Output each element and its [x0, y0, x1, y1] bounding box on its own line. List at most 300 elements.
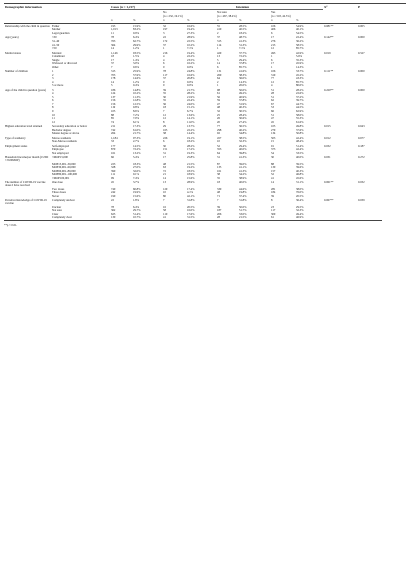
table-cell: 6	[163, 140, 165, 144]
table-cell: 12	[163, 113, 166, 117]
table-cell: 3	[163, 31, 165, 35]
table-cell: 12	[271, 80, 274, 84]
chi2-value: 0.081**	[324, 23, 334, 28]
table-cell: 184	[271, 191, 276, 195]
table-cell: 161	[111, 151, 116, 155]
table-cell: 31	[163, 151, 166, 155]
table-cell: 80	[163, 194, 166, 198]
table-cell: 47	[271, 117, 274, 121]
table-cell: 14.3%	[296, 65, 304, 69]
table-cell: 32.0%	[133, 169, 141, 173]
table-cell: 37	[217, 35, 220, 40]
table-cell: 3.7%	[133, 180, 140, 185]
table-cell: 390	[111, 169, 116, 173]
category-blank	[4, 216, 51, 220]
table-cell: 197	[163, 28, 168, 32]
category-label: Age of the child in question (years)	[5, 87, 46, 92]
table-cell: 2	[217, 80, 219, 84]
table-cell: 31.8%	[187, 198, 195, 203]
table-cell: 7	[217, 198, 219, 203]
table-cell: 131	[217, 69, 222, 74]
table-cell: 27.3%	[187, 31, 195, 35]
table-cell: 77	[217, 124, 220, 129]
table-cell: 37	[163, 77, 166, 81]
chi2-value: 0.220**	[324, 87, 334, 92]
subcategory-label: 3	[52, 87, 54, 92]
table-cell: 40.9%	[239, 95, 247, 99]
table-cell: 63	[163, 166, 166, 170]
table-cell: 31	[217, 155, 220, 160]
table-cell: 17	[111, 58, 114, 62]
table-cell: 410	[217, 28, 222, 32]
table-cell: 22	[111, 198, 114, 203]
no-label: No	[163, 10, 167, 14]
table-cell: 29	[163, 124, 166, 129]
table-cell: 105	[271, 124, 276, 129]
table-cell: 110	[163, 212, 168, 216]
table-cell: 1,146	[111, 50, 118, 55]
subcategory-label: Bachelor degree	[52, 128, 71, 132]
subcategory-label: 7	[52, 102, 54, 106]
table-cell: 21.5%	[238, 216, 270, 220]
table-cell: 57.9%	[133, 73, 141, 77]
cases-header: Cases (n = 1,217)	[110, 4, 162, 10]
table-cell: 29.7%	[133, 209, 141, 213]
chi2-value: 0.111**	[324, 69, 334, 74]
table-cell: 10	[217, 140, 220, 144]
table-cell: 54.9%	[296, 23, 304, 28]
table-cell: 156	[111, 102, 116, 106]
table-cell: 6	[217, 65, 219, 69]
table-cell: 40.3%	[239, 106, 247, 110]
table-cell: 178	[111, 77, 116, 81]
table-cell: 1,013	[111, 28, 118, 32]
table-cell: 88	[271, 162, 274, 166]
demographics-table	[4, 3, 406, 221]
table-cell: 6.4%	[133, 35, 140, 40]
table-cell: 78	[111, 205, 114, 209]
table-cell: 19.4%	[187, 28, 195, 32]
table-cell: 14.6%	[133, 77, 141, 81]
table-cell: 14.5%	[133, 143, 141, 148]
not-sure-label: Not sure	[217, 10, 227, 14]
table-cell: 353	[217, 148, 222, 152]
table-cell: 91	[271, 143, 274, 148]
table-cell: 50.0%	[239, 87, 247, 92]
category-label: Type of residency	[5, 135, 26, 140]
table-cell: 93.5%	[133, 50, 141, 55]
no-n-header: n	[162, 18, 186, 24]
subcategory-label: Master degree or above	[52, 132, 80, 136]
table-cell: 33.7%	[296, 69, 304, 74]
chi2-value: 0.031	[324, 155, 331, 160]
footnote: **p < 0.01.	[4, 222, 18, 227]
p-value: 0.272	[358, 155, 365, 160]
table-cell: 18.5%	[187, 169, 195, 173]
table-cell: 39	[271, 194, 274, 198]
table-row	[4, 180, 406, 187]
table-cell: 19.1%	[187, 135, 195, 140]
table-cell: 61.6%	[296, 120, 304, 124]
table-cell: 78	[163, 69, 166, 74]
table-cell: 40.5%	[239, 28, 247, 32]
table-cell: 36.0%	[239, 77, 247, 81]
table-cell: 42.4%	[296, 148, 304, 152]
table-cell: 33.5%	[296, 151, 304, 155]
table-cell: 172	[163, 39, 168, 43]
table-cell: 30.6%	[239, 117, 247, 121]
table-cell: 315	[217, 39, 222, 43]
no-header	[162, 10, 216, 19]
table-cell: 17.3%	[133, 124, 141, 129]
table-cell: 37.8%	[239, 99, 247, 103]
chi2-value: 0.032	[324, 143, 331, 148]
table-cell: 56	[217, 95, 220, 99]
p-value: 0.000	[358, 69, 365, 74]
table-cell: 5.4%	[133, 155, 140, 160]
table-cell: 55.3%	[296, 117, 304, 121]
table-cell: 0	[163, 80, 165, 84]
table-cell: 25.8%	[187, 155, 195, 160]
table-cell: 39	[217, 205, 220, 209]
table-cell: 37	[111, 62, 114, 66]
table-cell: 48	[217, 191, 220, 195]
table-cell: 742	[111, 128, 116, 132]
table-cell: 14.8%	[133, 87, 141, 92]
table-cell: 30	[271, 155, 274, 160]
table-cell: 61.0%	[133, 128, 141, 132]
table-cell: 19.3%	[187, 151, 195, 155]
table-cell: 39.0%	[239, 162, 247, 166]
category-label: Highest education level attained	[5, 124, 43, 129]
table-cell: 61	[270, 216, 295, 220]
demographic-header: Demographic information	[4, 4, 110, 10]
table-cell: 703	[111, 73, 116, 77]
category-label: The number of COVID-19 vaccine doses I have received	[5, 180, 46, 188]
table-cell: 59	[217, 99, 220, 103]
table-cell: 17	[271, 62, 274, 66]
table-cell: 28.9%	[187, 180, 195, 185]
subcategory-label: 5	[52, 95, 54, 99]
table-cell: 29.5%	[296, 205, 304, 209]
table-cell: 9.1%	[133, 173, 140, 177]
table-cell: 45.6%	[296, 176, 304, 180]
subcategory-label: Legal guardian	[52, 31, 70, 35]
table-cell: 45	[271, 120, 274, 124]
table-cell: 41	[271, 176, 274, 180]
subcategory-label: Completely clear	[51, 216, 110, 220]
subcategory-label: Unclear	[52, 205, 62, 209]
table-cell: 213	[271, 43, 276, 47]
table-cell: 328	[111, 166, 116, 170]
table-cell: 44.6%	[239, 187, 247, 191]
table-cell: 315	[111, 69, 116, 74]
table-header	[4, 4, 406, 24]
table-cell: 186	[111, 87, 116, 92]
table-cell: 7.1%	[239, 47, 246, 51]
table-cell: 78	[111, 35, 114, 40]
table-cell: 7	[163, 198, 165, 203]
table-cell: 11.0%	[187, 120, 195, 124]
table-cell: 5.6%	[296, 55, 303, 59]
table-cell: 58.0%	[296, 113, 304, 117]
table-cell: 41.6%	[239, 69, 247, 74]
table-cell: 18.9%	[187, 173, 195, 177]
table-cell: 19.9%	[133, 191, 141, 195]
table-cell: 15	[271, 140, 274, 144]
chi2-value: 0.015	[324, 124, 331, 129]
table-cell: 226	[163, 135, 168, 140]
table-cell: 40.0%	[296, 155, 304, 160]
table-cell: 13.2%	[133, 151, 141, 155]
table-cell: 211	[111, 124, 116, 129]
intention-header: Intention	[162, 4, 323, 10]
chi2-value: 0.067**	[324, 198, 334, 203]
table-row	[4, 155, 406, 162]
table-cell: 28.2%	[187, 143, 195, 148]
subcategory-label: Father	[52, 23, 60, 28]
p-value: 0.000	[358, 87, 365, 92]
subcategory-label: 31–40	[52, 39, 60, 43]
table-cell: 8	[163, 120, 165, 124]
table-cell: 36.4%	[296, 198, 304, 203]
subcategory-label: Secondary education or below	[52, 124, 88, 129]
table-cell: 18.2%	[239, 31, 247, 35]
p-value: 0.527	[358, 50, 365, 55]
table-cell: 15.9%	[133, 23, 141, 28]
table-cell: 5	[217, 58, 219, 62]
table-cell: 6	[271, 31, 273, 35]
table-cell: 156	[111, 99, 116, 103]
table-cell: 74	[111, 120, 114, 124]
subcategory-label: 9	[52, 110, 54, 114]
table-cell: 165	[163, 128, 168, 132]
table-cell: 72.2%	[133, 148, 141, 152]
table-cell: 58.5%	[296, 43, 304, 47]
table-cell: 41.1%	[239, 166, 247, 170]
table-cell: 27.4%	[239, 120, 247, 124]
table-cell: 6.1%	[133, 120, 140, 124]
p-blank	[357, 216, 382, 220]
table-cell: 157	[271, 169, 276, 173]
table-cell: 36.5%	[239, 124, 247, 129]
table-cell: 18.3%	[133, 162, 141, 166]
table-cell: 21.7%	[187, 87, 195, 92]
table-cell: 17.2%	[187, 148, 195, 152]
table-cell: 1,184	[111, 135, 118, 140]
table-cell: 54	[271, 151, 274, 155]
table-cell: 14	[217, 62, 220, 66]
table-cell: 62.9%	[296, 110, 304, 114]
subcategory-label: >MOP100,001	[52, 176, 70, 180]
table-cell: 1.4%	[133, 58, 140, 62]
table-cell: 14	[111, 47, 114, 51]
table-cell: 493	[271, 50, 276, 55]
subcategory-label: Self-employed	[52, 143, 70, 148]
table-cell: 49.4%	[296, 212, 304, 216]
table-cell: 10	[163, 191, 166, 195]
subcategory-label: MOP60,001–80,000	[52, 169, 76, 173]
table-cell: 242	[111, 191, 116, 195]
table-cell: 51.4%	[296, 143, 304, 148]
table-cell: 45.9%	[296, 62, 304, 66]
subcategory-label: Two doses	[52, 187, 65, 191]
table-cell: 22.4%	[187, 99, 195, 103]
table-cell: 1.2%	[133, 80, 140, 84]
table-cell: 18.2%	[187, 140, 195, 144]
table-cell: 264	[111, 132, 116, 136]
table-cell: 20.0%	[239, 84, 247, 88]
subcategory-label: Cohabitant	[52, 55, 65, 59]
subcategory-label: Three doses	[52, 191, 66, 195]
subcategory-label: <MOP15,000	[52, 155, 68, 160]
table-cell: 37.7%	[239, 50, 247, 55]
table-cell: 16	[163, 205, 166, 209]
table-cell: 298	[217, 128, 222, 132]
subcategory-label: <30	[52, 35, 57, 40]
table-cell: 1.8%	[133, 198, 140, 203]
table-cell: 130	[271, 166, 276, 170]
table-cell: 6.4%	[133, 205, 140, 209]
table-cell: 4.1%	[187, 191, 194, 195]
table-cell: 14.1%	[187, 117, 195, 121]
p-value: 0.032	[358, 180, 365, 185]
table-cell: 10.7%	[132, 216, 162, 220]
table-cell: 1	[217, 84, 219, 88]
not-sure-pct-header: %	[238, 18, 270, 24]
subcategory-label: Completely unclear	[52, 198, 75, 203]
table-cell: 625	[111, 212, 116, 216]
table-cell: 3.0%	[133, 62, 140, 66]
table-cell: 62	[271, 99, 274, 103]
table-cell: 16.0%	[187, 209, 195, 213]
yes-header	[270, 10, 323, 19]
subcategory-label: Not sure	[52, 209, 62, 213]
table-cell: 34.2%	[239, 173, 247, 177]
table-cell: 71	[217, 194, 220, 198]
table-cell: 269	[217, 73, 222, 77]
table-cell: 33	[111, 140, 114, 144]
table-cell: 2	[217, 31, 219, 35]
table-cell: 13	[217, 55, 220, 59]
subcategory-label: 12	[52, 120, 55, 124]
table-cell: 319	[271, 73, 276, 77]
table-cell: 44.7%	[296, 102, 304, 106]
subcategory-label: One dose	[52, 180, 63, 185]
subcategory-label: Non-Macao residents	[52, 140, 77, 144]
table-cell: 1	[163, 47, 165, 51]
table-cell: 12	[271, 47, 274, 51]
table-cell: 18	[163, 106, 166, 110]
table-cell: 37.2%	[296, 95, 304, 99]
table-cell: 429	[217, 50, 222, 55]
table-cell: 39.7%	[296, 99, 304, 103]
table-cell: 177	[111, 143, 116, 148]
table-cell: 0.6%	[133, 65, 140, 69]
table-cell: 92	[217, 132, 220, 136]
table-cell: 9.8%	[133, 106, 140, 110]
header-row-2	[4, 10, 406, 19]
table-cell: 13	[163, 180, 166, 185]
table-row	[4, 198, 406, 205]
table-cell: 29.4%	[239, 58, 247, 62]
table-cell: 52	[217, 143, 220, 148]
subcategory-label: Employee	[52, 148, 64, 152]
table-cell: 34.8%	[239, 132, 247, 136]
table-cell: 85.7%	[296, 47, 304, 51]
table-cell: 14.3%	[239, 80, 247, 84]
table-cell: 37.8%	[239, 62, 247, 66]
subcategory-label: Single	[52, 58, 60, 62]
table-cell: 97.3%	[133, 135, 141, 140]
table-cell: 40.2%	[239, 128, 247, 132]
table-cell: 42.4%	[296, 135, 304, 140]
table-cell: 23.5%	[187, 58, 195, 62]
table-cell: 362	[111, 209, 116, 213]
subcategory-label: >50	[52, 47, 57, 51]
table-cell: 1	[271, 65, 273, 69]
yes-pct-header: %	[295, 18, 323, 24]
table-cell: 15.1%	[187, 106, 195, 110]
not-sure-count: (n = 467, 38.4%)	[217, 14, 237, 18]
table-cell: 22.5%	[187, 39, 195, 43]
table-cell: 83.2%	[133, 28, 141, 32]
table-cell: 45	[111, 180, 114, 185]
table-cell: 35	[163, 99, 166, 103]
table-cell: 24.0%	[187, 102, 195, 106]
p-value: 0.187	[358, 143, 365, 148]
table-cell: 0.9%	[133, 31, 140, 35]
table-cell: 66	[271, 110, 274, 114]
table-cell: 106	[271, 69, 276, 74]
chi2-value: 0.142**	[324, 35, 334, 40]
table-cell: 39	[163, 87, 166, 92]
table-cell: 18	[111, 55, 114, 59]
table-cell: 39.6%	[296, 166, 304, 170]
table-cell: 38	[163, 132, 166, 136]
table-cell: 32	[163, 23, 166, 28]
table-cell: 20.8%	[187, 77, 195, 81]
table-cell: 28	[271, 92, 274, 96]
table-cell: 161	[217, 169, 222, 173]
table-cell: 19.2%	[187, 166, 195, 170]
table-cell: 42.9%	[296, 50, 304, 55]
table-cell: 61	[217, 92, 220, 96]
subcategory-label: Macao residents	[52, 135, 71, 140]
table-cell: 36.2%	[296, 39, 304, 43]
table-cell: 31.5%	[186, 216, 216, 220]
table-cell: 42.1%	[187, 194, 195, 198]
table-cell: 12.5%	[133, 102, 141, 106]
table-cell: 1.5%	[133, 55, 140, 59]
table-cell: 31.9%	[239, 102, 247, 106]
table-cell: 50.0%	[239, 205, 247, 209]
table-cell: 30.5%	[239, 110, 247, 114]
table-cell: 4	[271, 84, 273, 88]
table-cell: 35.3%	[296, 58, 304, 62]
table-cell: 10.2%	[133, 92, 141, 96]
table-cell: 37.4%	[239, 194, 247, 198]
table-cell: 44.5%	[296, 106, 304, 110]
table-cell: 37	[163, 43, 166, 47]
table-cell: 17	[163, 155, 166, 160]
table-cell: 1	[217, 47, 219, 51]
table-cell: 117	[271, 209, 276, 213]
table-cell: 35	[217, 176, 220, 180]
table-cell: 62.7%	[133, 39, 141, 43]
table-cell: 41	[162, 216, 186, 220]
table-cell: 19.8%	[239, 191, 247, 195]
